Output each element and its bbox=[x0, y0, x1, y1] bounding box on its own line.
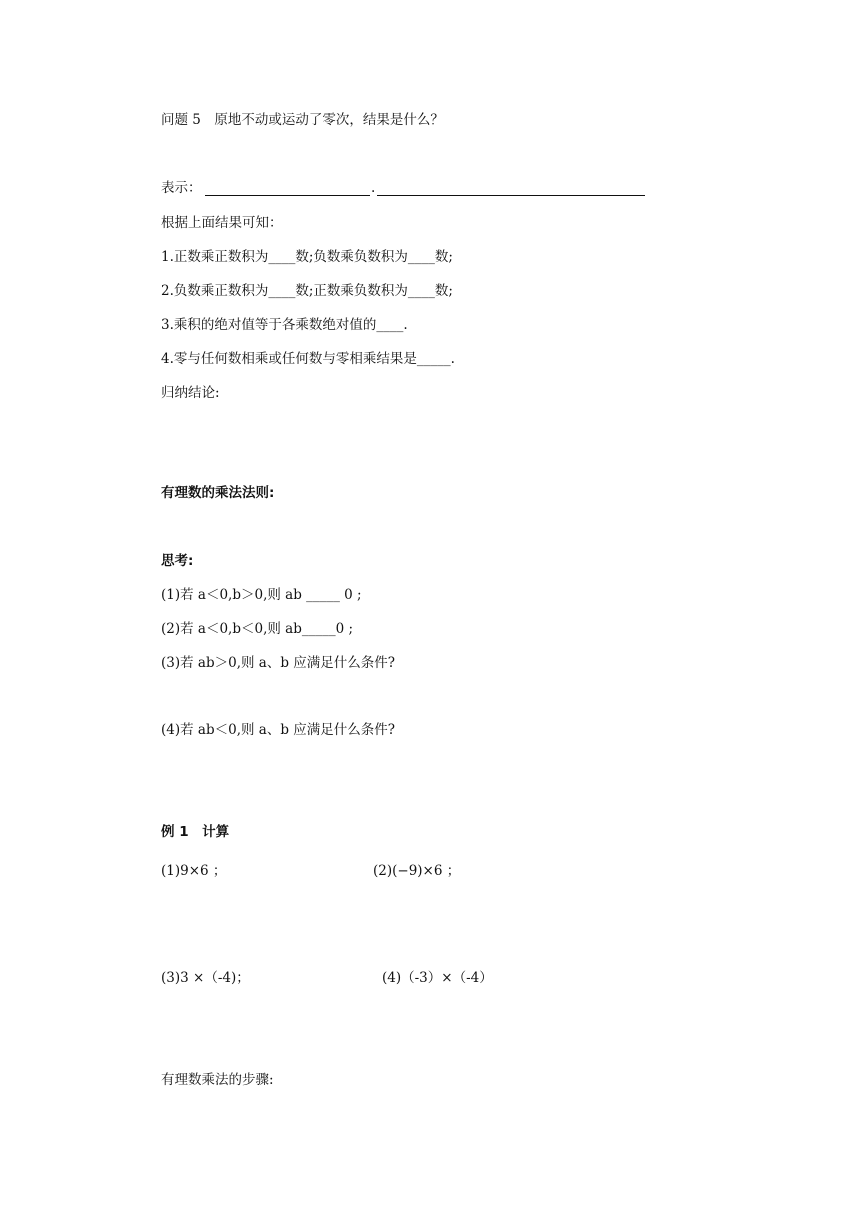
think-item-4: (4)若 ab＜0,则 a、b 应满足什么条件? bbox=[161, 722, 395, 738]
rule-4: 4.零与任何数相乘或任何数与零相乘结果是_____. bbox=[161, 351, 455, 367]
think-heading: 思考: bbox=[161, 553, 194, 569]
rule-3: 3.乘积的绝对值等于各乘数绝对值的____. bbox=[161, 317, 408, 333]
example-item-1: (1)9×6 ； bbox=[161, 863, 227, 879]
conclusion-intro: 根据上面结果可知： bbox=[161, 215, 283, 231]
representation-blank-2 bbox=[377, 195, 645, 196]
representation-label: 表示： bbox=[161, 180, 202, 196]
example-item-2: (2)(−9)×6 ； bbox=[373, 863, 461, 879]
think-item-2: (2)若 a＜0,b＜0,则 ab_____0 ; bbox=[161, 621, 354, 637]
rule-1: 1.正数乘正数积为____数;负数乘负数积为____数; bbox=[161, 249, 453, 265]
steps-heading: 有理数乘法的步骤: bbox=[161, 1072, 274, 1088]
rule-2: 2.负数乘正数积为____数;正数乘负数积为____数; bbox=[161, 283, 453, 299]
example-heading: 例 1 计算 bbox=[161, 824, 230, 840]
think-item-3: (3)若 ab＞0,则 a、b 应满足什么条件? bbox=[161, 655, 395, 671]
example-item-3: (3)3 ×（-4)； bbox=[161, 970, 250, 986]
think-item-1: (1)若 a＜0,b＞0,则 ab _____ 0 ; bbox=[161, 587, 362, 603]
summary-label: 归纳结论: bbox=[161, 385, 220, 401]
example-item-4: (4)（-3）×（-4） bbox=[382, 970, 493, 986]
representation-dot: . bbox=[371, 180, 376, 196]
multiplication-rule-heading: 有理数的乘法法则: bbox=[161, 485, 275, 501]
representation-blank-1 bbox=[205, 195, 370, 196]
question-5: 问题 5 原地不动或运动了零次，结果是什么？ bbox=[161, 112, 444, 128]
